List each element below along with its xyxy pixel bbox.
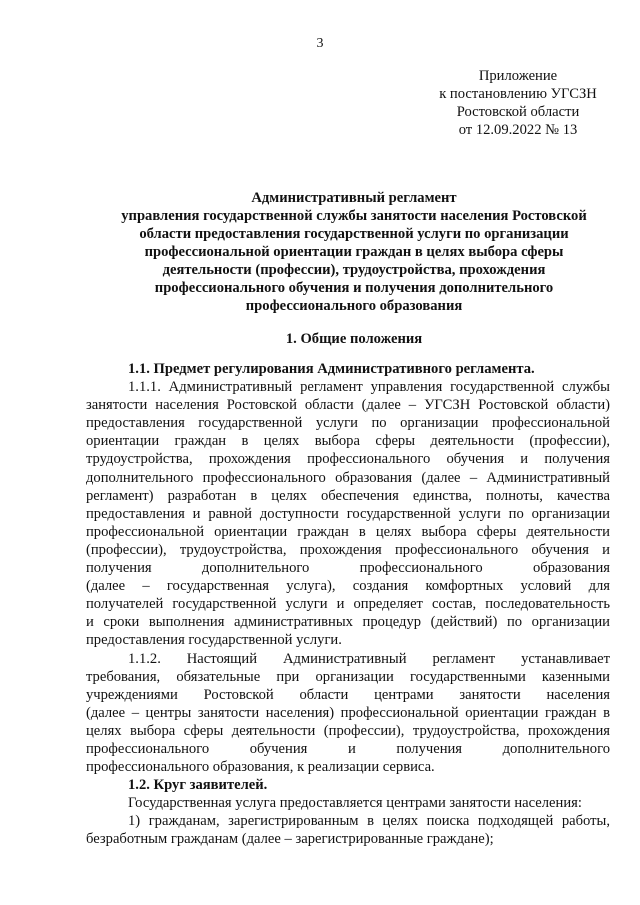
paragraph-line: 1.1.2. Настоящий Административный регламент устанавливает bbox=[128, 650, 610, 667]
paragraph-line: предоставления государственной услуги. bbox=[86, 632, 342, 649]
paragraph-line: безработным гражданам (далее – зарегистрированные граждане); bbox=[86, 831, 494, 848]
section-heading: 1. Общие положения bbox=[285, 331, 423, 347]
paragraph-line: Государственная услуга предоставляется центрами занятости населения: bbox=[128, 795, 582, 812]
paragraph-line: профессионального образования, к реализации сервиса. bbox=[86, 759, 435, 776]
paragraph-line: профессионального обучения и получения дополнительного bbox=[86, 740, 610, 757]
title-line: профессиональной ориентации граждан в целях выбора сферы bbox=[144, 244, 564, 260]
page-number: 3 bbox=[316, 36, 324, 51]
paragraph-line: (далее – государственная услуга), создания комфортных условий для bbox=[86, 578, 610, 595]
title-line: деятельности (профессии), трудоустройства, прохождения bbox=[162, 262, 546, 278]
title-line: профессионального обучения и получения дополнительного bbox=[154, 280, 554, 296]
paragraph-line: и сроки выполнения административных процедур (действий) по организации bbox=[86, 614, 610, 631]
appendix-block bbox=[400, 67, 636, 139]
paragraph-line: ориентации граждан в целях выбора сферы деятельности (профессии), bbox=[86, 433, 610, 450]
paragraph-line: дополнительного профессионального образования (далее – Административный bbox=[86, 469, 610, 486]
paragraph-line: 1.1.1. Административный регламент управления государственной службы bbox=[128, 379, 610, 396]
paragraph-line: профессиональной ориентации граждан в целях выбора сферы деятельности bbox=[86, 523, 610, 540]
appendix-line: к постановлению УГСЗН bbox=[439, 86, 597, 102]
paragraph-line: целях выбора сферы деятельности (профессии), трудоустройства, прохождения bbox=[86, 722, 610, 739]
appendix-line: Приложение bbox=[478, 68, 558, 84]
title-line: области предоставления государственной услуги по организации bbox=[139, 226, 569, 242]
document-body bbox=[86, 360, 610, 849]
appendix-line: от 12.09.2022 № 13 bbox=[458, 122, 578, 138]
paragraph-line: предоставления и равной доступности государственной услуги по организации bbox=[86, 505, 610, 522]
paragraph-line: получателей государственной услуги и определяет состав, последовательность bbox=[86, 596, 610, 613]
paragraph-line: занятости населения Ростовской области (далее – УГСЗН Ростовской области) bbox=[86, 397, 610, 414]
document-title bbox=[86, 189, 622, 315]
paragraph-line: предоставления государственной услуги по организации профессиональной bbox=[86, 415, 610, 432]
paragraph-line: трудоустройства, прохождения профессионального обучения и получения bbox=[86, 451, 610, 468]
paragraph-1-2 bbox=[86, 794, 610, 848]
paragraph-1-1-2 bbox=[86, 650, 610, 777]
subsection-heading: 1.2. Круг заявителей. bbox=[128, 777, 268, 794]
paragraph-line: (далее – центры занятости населения) профессиональной ориентации граждан в bbox=[86, 704, 610, 721]
paragraph-line: получения дополнительного профессионального образования bbox=[86, 560, 610, 577]
paragraph-line: (профессии), трудоустройства, прохождения профессионального обучения и bbox=[86, 541, 610, 558]
title-line: управления государственной службы занятости населения Ростовской bbox=[121, 208, 587, 224]
paragraph-1-1-1 bbox=[86, 378, 610, 649]
title-line: Административный регламент bbox=[251, 190, 457, 206]
paragraph-line: учреждениями Ростовской области центрами занятости населения bbox=[86, 686, 610, 703]
subsection-heading: 1.1. Предмет регулирования Административного регламента. bbox=[128, 361, 535, 377]
title-line: профессионального образования bbox=[245, 298, 463, 314]
paragraph-line: регламент) разработан в целях обеспечения единства, полноты, качества bbox=[86, 487, 610, 504]
paragraph-line: требования, обязательные при организации государственными казенными bbox=[86, 668, 610, 685]
appendix-line: Ростовской области bbox=[456, 104, 580, 120]
paragraph-line: 1) гражданам, зарегистрированным в целях поиска подходящей работы, bbox=[128, 813, 610, 830]
